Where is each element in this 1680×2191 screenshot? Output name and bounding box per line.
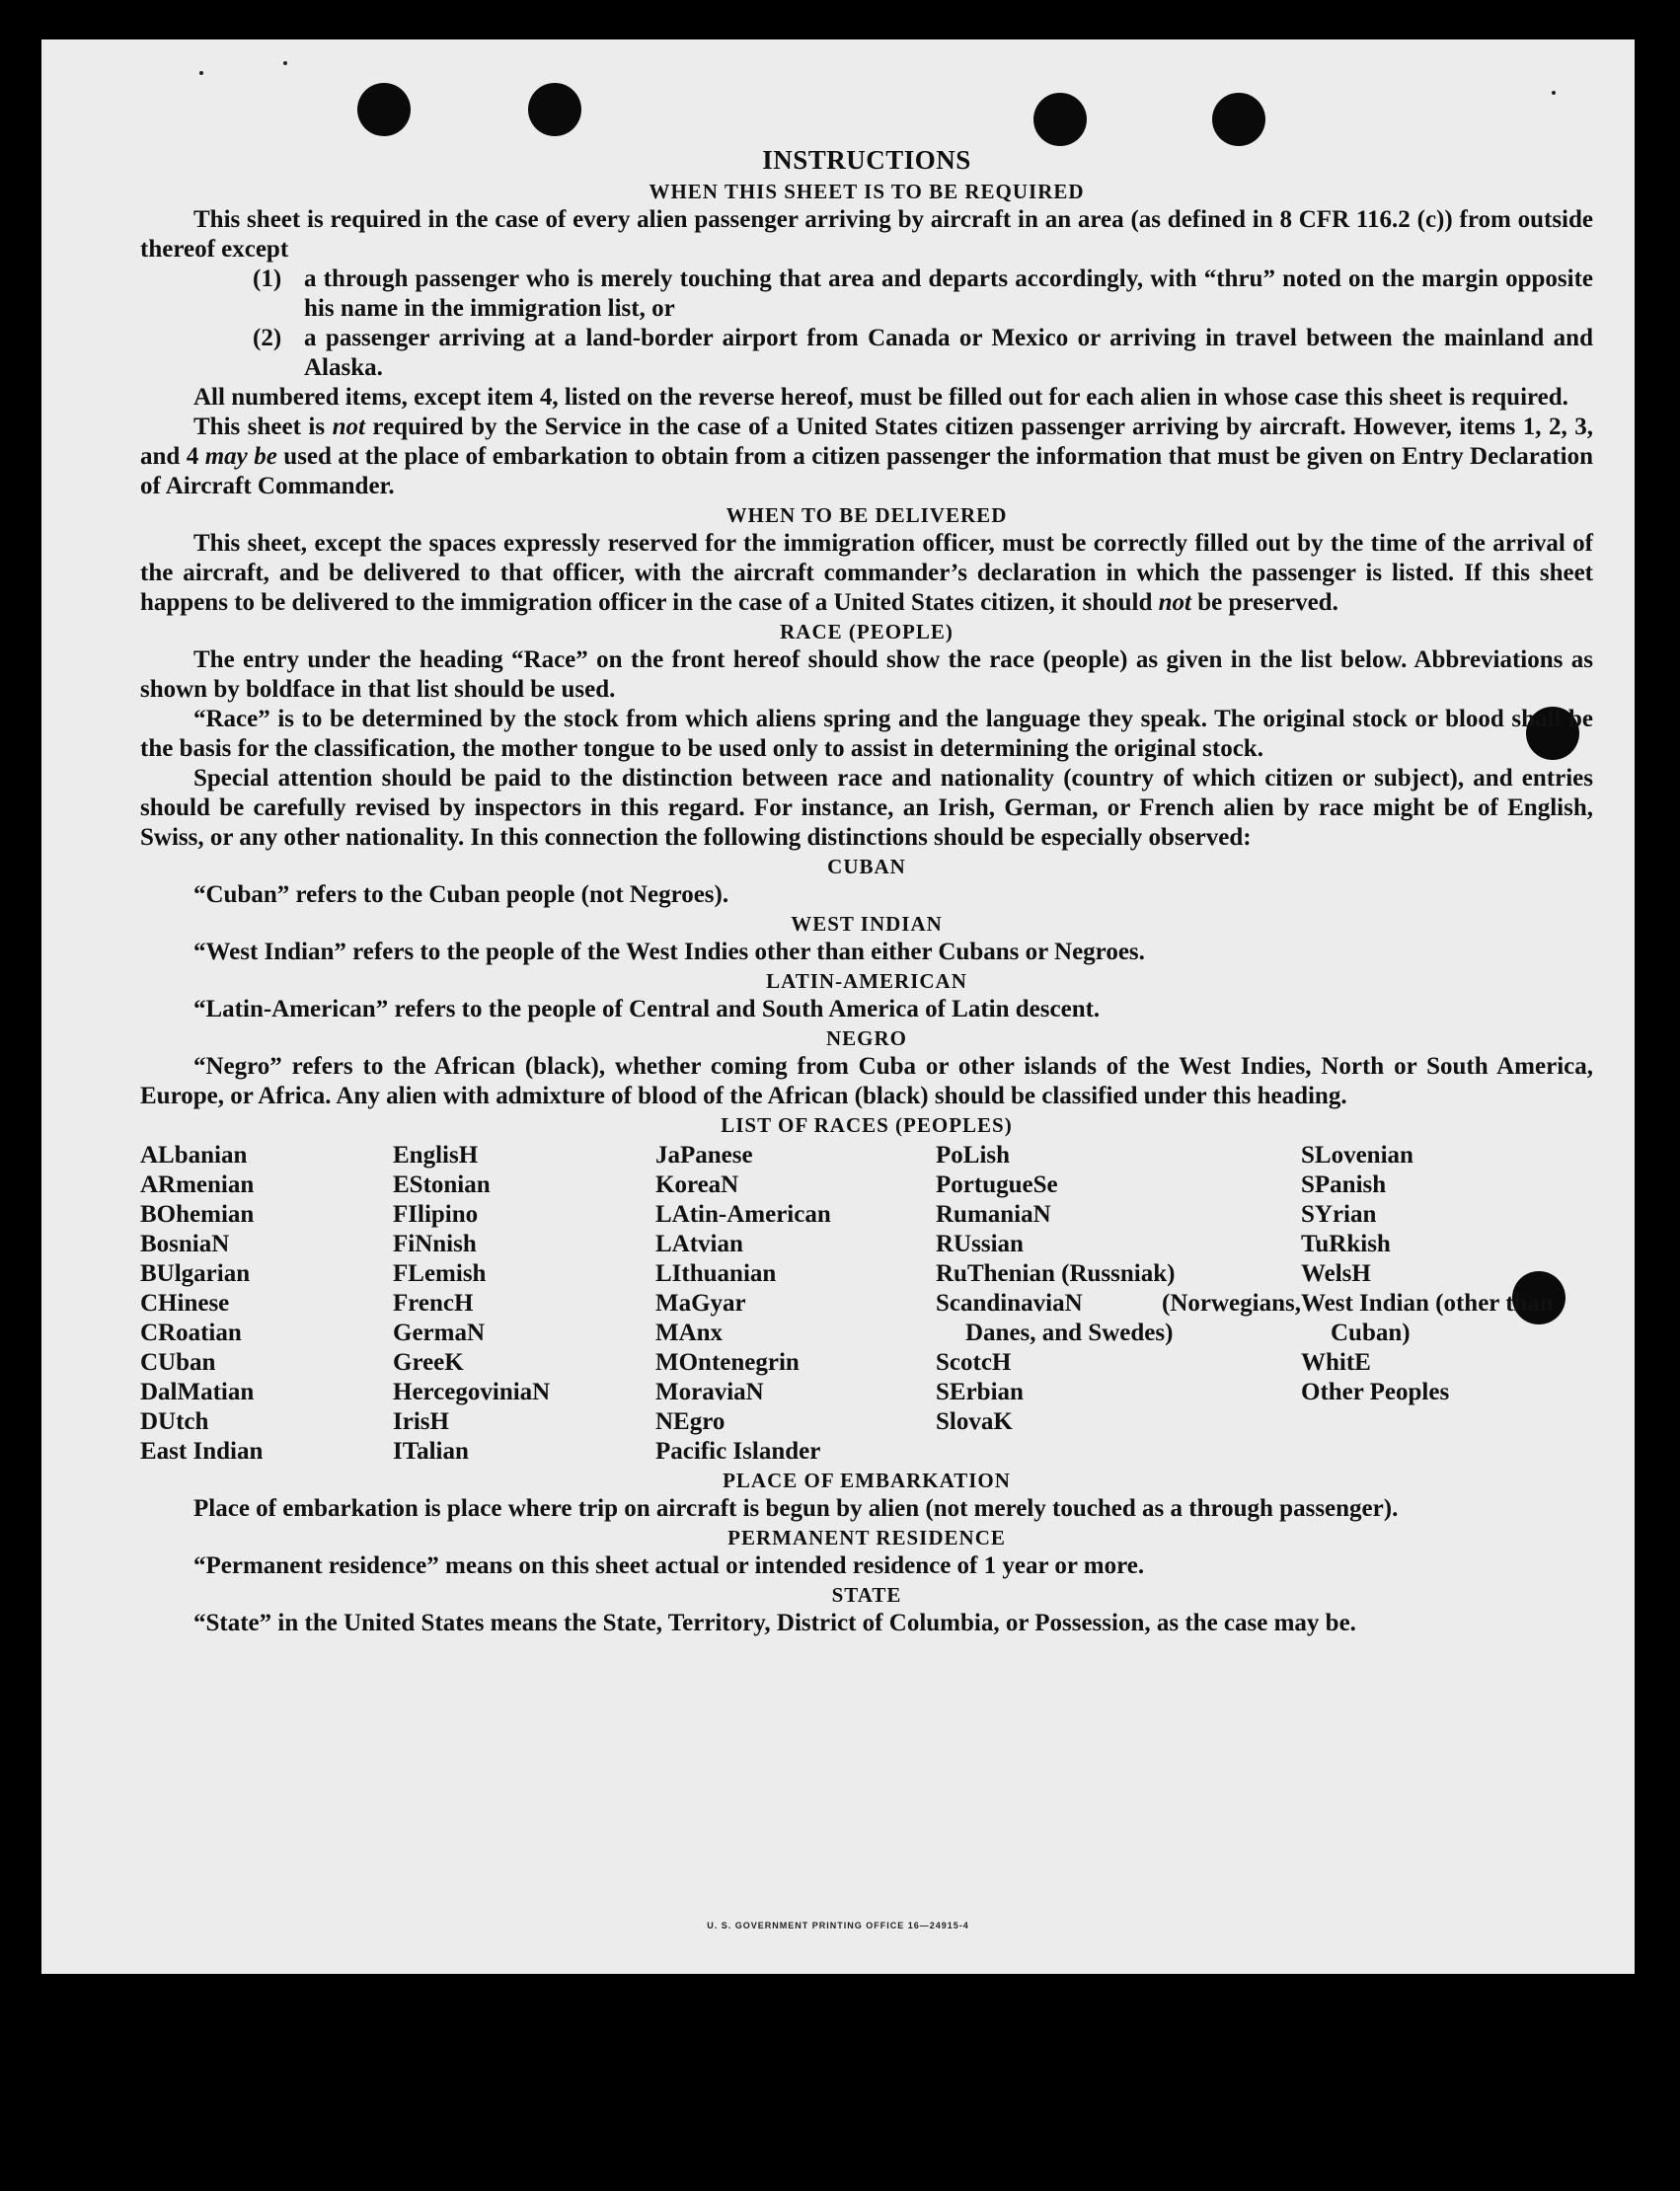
paragraph: “Race” is to be determined by the stock from which aliens spring and the language they speak. The original stock or blood shall be the basis for the classification, the mother tongue to be used only to assist in determining the original stock. [140,706,1593,762]
paragraph: The entry under the heading “Race” on the front hereof should show the race (people) as given in the list below. Abbreviations as shown by boldface in that list should be used. [140,646,1593,703]
condition-number: (2) [253,325,282,351]
paragraph: This sheet is required in the case of every alien passenger arriving by aircraft in an area (as defined in 8 CFR 116.2 (c)) from outside thereof except [140,206,1593,263]
race-item: MOntenegrin [655,1349,800,1376]
section-heading: STATE [831,1583,902,1607]
paragraph: All numbered items, except item 4, listed on the reverse hereof, must be filled out for each alien in whose case this sheet is required. [193,384,1568,411]
text-run: required by the Service in the case of a United States citizen passenger arriving by aircraft. However, items 1, 2, 3, and 4 [140,414,1593,470]
race-column [936,1141,1301,1467]
race-item: BOhemian [140,1201,255,1228]
paragraph: “State” in the United States means the State, Territory, District of Columbia, or Possession, as the case may be. [193,1610,1356,1636]
document-sheet [41,39,1635,1974]
race-list [140,1141,1593,1467]
race-item: ITalian [393,1438,469,1465]
race-column [1301,1141,1593,1467]
paragraph [140,413,1593,501]
punch-hole [1033,93,1087,146]
paragraph: “Permanent residence” means on this sheet actual or intended residence of 1 year or more. [193,1552,1145,1579]
race-item: SYrian [1301,1201,1377,1228]
text-run: This sheet is [193,414,333,440]
instructions-content [140,144,1593,1638]
emphasis: may be [204,443,277,470]
race-item: CHinese [140,1290,230,1317]
race-item: NEgro [655,1408,725,1435]
paragraph: Place of embarkation is place where trip on aircraft is begun by alien (not merely touched as a through passenger). [193,1495,1399,1522]
race-item: BUlgarian [140,1260,251,1287]
section-heading: PERMANENT RESIDENCE [727,1526,1006,1549]
race-item: TuRkish [1301,1231,1391,1257]
race-item: SPanish [1301,1171,1387,1198]
race-column [140,1141,393,1467]
punch-hole [528,83,581,136]
speck [199,71,203,75]
section-heading: NEGRO [825,1026,907,1050]
race-item: SlovaK [936,1408,1013,1435]
text-run: This sheet, except the spaces expressly reserved for the immigration officer, must be correctly filled out by the time of the arrival of the aircraft, and be delivered to that officer, with the aircraft commander’s declaration in which the passenger is listed. If this sheet happens to be delivered to the immigration officer in the case of a United States citizen, it should [140,530,1593,616]
race-item: ALbanian [140,1142,248,1169]
race-item: GreeK [393,1349,464,1376]
race-item: ScandinaviaN (Norwegians, Danes, and Swedes) [936,1290,1301,1346]
condition-text: a through passenger who is merely touching that area and departs accordingly, with “thru” noted on the margin opposite his name in the immigration list, or [304,265,1593,322]
section-heading: LATIN-AMERICAN [766,969,967,993]
race-item: Pacific Islander [655,1438,821,1465]
race-item: MAnx [655,1320,724,1346]
race-item: IrisH [393,1408,449,1435]
race-item: CRoatian [140,1320,242,1346]
condition-number: (1) [253,265,282,292]
section-heading: WHEN THIS SHEET IS TO BE REQUIRED [649,180,1085,203]
paragraph: “Cuban” refers to the Cuban people (not Negroes). [193,881,729,908]
printer-imprint: U. S. GOVERNMENT PRINTING OFFICE 16—24915-4 [707,1921,969,1930]
emphasis: not [332,414,365,440]
race-column [393,1141,655,1467]
condition-item [253,264,1593,324]
speck [1552,91,1556,95]
race-item: RumaniaN [936,1201,1051,1228]
section-heading: RACE (PEOPLE) [780,620,954,643]
race-item: WhitE [1301,1349,1371,1376]
page-title: INSTRUCTIONS [762,145,971,175]
race-item: LIthuanian [655,1260,777,1287]
punch-hole [357,83,411,136]
race-item: ARmenian [140,1171,255,1198]
race-item: SErbian [936,1379,1024,1405]
race-item: PortugueSe [936,1171,1058,1198]
race-item: MaGyar [655,1290,746,1317]
race-item: DUtch [140,1408,209,1435]
race-item: LAtin-American [655,1201,831,1228]
race-item: FIlipino [393,1201,479,1228]
race-item: GermaN [393,1320,486,1346]
race-item: SLovenian [1301,1142,1413,1169]
emphasis: not [1158,589,1191,616]
race-item: West Indian (other than Cuban) [1301,1290,1554,1346]
race-item: ScotcH [936,1349,1012,1376]
section-heading: CUBAN [827,855,906,878]
race-item: DalMatian [140,1379,255,1405]
race-item: RuThenian (Russniak) [936,1260,1176,1287]
race-item: LAtvian [655,1231,743,1257]
race-item: FrencH [393,1290,474,1317]
race-item: JaPanese [655,1142,753,1169]
punch-hole [1212,93,1265,146]
text-run: used at the place of embarkation to obtain from a citizen passenger the information that must be given on Entry Declaration of Aircraft Commander. [140,443,1594,499]
race-item: FiNnish [393,1231,477,1257]
condition-item [253,324,1593,383]
race-item: EStonian [393,1171,491,1198]
speck [283,61,287,65]
race-item: EnglisH [393,1142,479,1169]
race-item: CUban [140,1349,216,1376]
paragraph: “Negro” refers to the African (black), whether coming from Cuba or other islands of the West Indies, North or South America, Europe, or Africa. Any alien with admixture of blood of the African (black) should be classified under this heading. [140,1053,1593,1109]
section-heading: LIST OF RACES (PEOPLES) [721,1113,1013,1137]
race-item: BosniaN [140,1231,230,1257]
race-item: HercegoviniaN [393,1379,551,1405]
text-run: be preserved. [1191,589,1338,616]
paragraph: “Latin-American” refers to the people of Central and South America of Latin descent. [193,996,1101,1022]
race-item: Other Peoples [1301,1379,1450,1405]
race-item: FLemish [393,1260,487,1287]
condition-text: a passenger arriving at a land-border airport from Canada or Mexico or arriving in travel between the mainland and Alaska. [304,325,1593,381]
paragraph [140,529,1593,618]
section-heading: WEST INDIAN [791,912,943,936]
race-item: WelsH [1301,1260,1371,1287]
paragraph: “West Indian” refers to the people of the West Indies other than either Cubans or Negroes. [193,939,1145,965]
race-column [655,1141,936,1467]
section-heading: PLACE OF EMBARKATION [723,1469,1011,1492]
race-item: East Indian [140,1438,264,1465]
paragraph: Special attention should be paid to the distinction between race and nationality (country of which citizen or subject), and entries should be carefully revised by inspectors in this regard. For instance, an Irish, German, or French alien by race might be of English, Swiss, or any other nationality. In this connection the following distinctions should be especially observed: [140,765,1593,851]
race-item: PoLish [936,1142,1011,1169]
section-heading: WHEN TO BE DELIVERED [725,503,1008,527]
race-item: KoreaN [655,1171,739,1198]
race-item: MoraviaN [655,1379,764,1405]
race-item: RUssian [936,1231,1024,1257]
